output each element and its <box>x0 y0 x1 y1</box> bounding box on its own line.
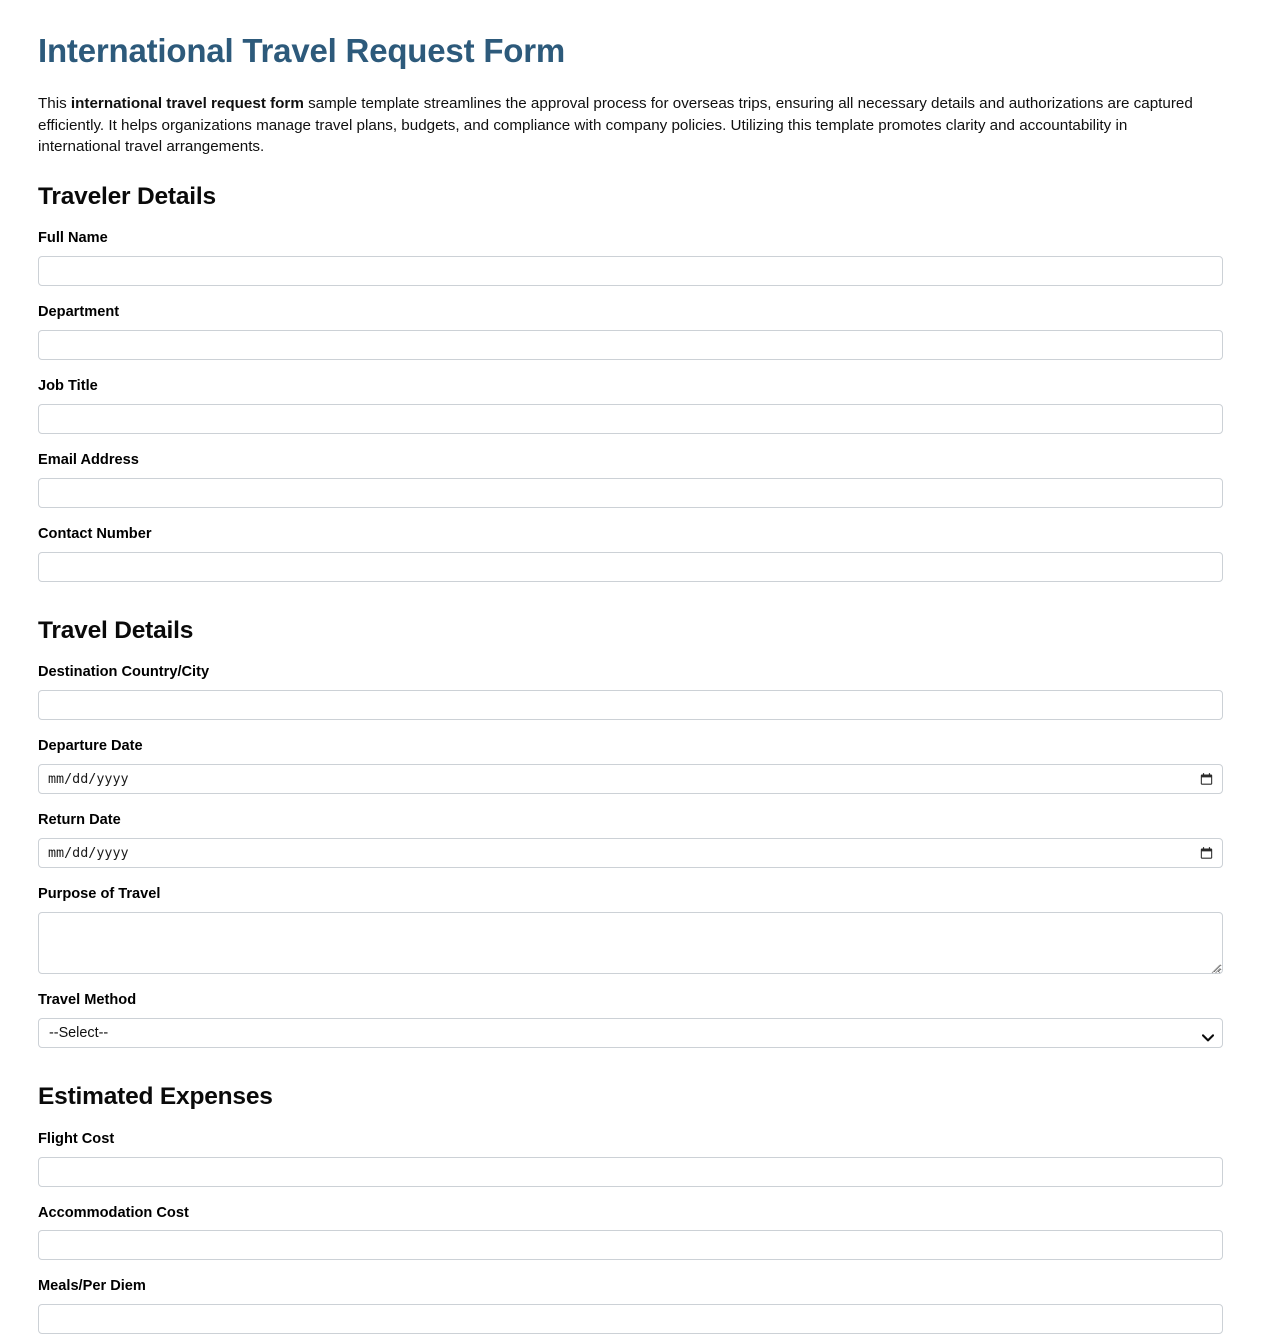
calendar-icon[interactable] <box>1200 773 1213 786</box>
contact-number-input[interactable] <box>38 552 1223 582</box>
form-field <box>38 811 1223 868</box>
departure-date-input[interactable] <box>38 764 1223 794</box>
section-heading: Travel Details <box>38 616 194 644</box>
field-label: Full Name <box>38 230 108 247</box>
section-heading: Estimated Expenses <box>38 1083 273 1111</box>
field-label: Job Title <box>38 378 98 394</box>
form-field <box>38 303 1223 360</box>
intro-bold-term: international travel request form <box>70 94 304 112</box>
form-field <box>38 737 1223 794</box>
form-field <box>38 885 1223 974</box>
form-field <box>38 525 1223 582</box>
accommodation-cost-input[interactable] <box>38 1230 1223 1260</box>
flight-cost-input[interactable] <box>38 1157 1223 1187</box>
purpose-of-travel-textarea[interactable] <box>38 912 1223 974</box>
return-date-input[interactable] <box>38 838 1223 868</box>
select-wrapper <box>38 1018 1223 1048</box>
form-section <box>38 1082 1223 1334</box>
department-input[interactable] <box>38 330 1223 360</box>
field-label: Travel Method <box>38 992 137 1009</box>
field-label: Department <box>38 304 120 321</box>
date-placeholder: mm/dd/yyyy <box>48 771 129 787</box>
field-label: Departure Date <box>38 738 143 755</box>
field-label: Destination Country/City <box>38 664 210 681</box>
section-heading: Traveler Details <box>38 182 216 210</box>
textarea-wrapper <box>38 912 1223 974</box>
date-wrapper <box>38 838 1223 868</box>
field-label: Purpose of Travel <box>38 886 161 903</box>
date-wrapper <box>38 764 1223 794</box>
field-label: Accommodation Cost <box>38 1204 189 1221</box>
calendar-icon[interactable] <box>1200 847 1213 860</box>
full-name-input[interactable] <box>38 256 1223 286</box>
form-field <box>38 229 1223 286</box>
job-title-input[interactable] <box>38 404 1223 434</box>
form-field <box>38 1277 1223 1334</box>
date-placeholder: mm/dd/yyyy <box>48 845 129 861</box>
field-label: Return Date <box>38 812 121 829</box>
destination-country-city-input[interactable] <box>38 690 1223 720</box>
intro-rest: sample template streamlines the approval process for overseas trips, ensuring all necessary details and authorizations are captured efficiently. It helps organizations manage travel plans, budgets, and compliance with company policies. Utilizing this template promotes clarity and accountability in international travel arrangements. <box>38 94 1193 156</box>
field-label: Email Address <box>38 451 139 468</box>
form-field <box>38 377 1223 434</box>
intro-paragraph <box>38 93 1198 158</box>
page-title: International Travel Request Form <box>38 32 566 69</box>
travel-method-select[interactable] <box>38 1018 1223 1048</box>
form-section <box>38 616 1223 1048</box>
form-sections <box>38 182 1223 1334</box>
form-section <box>38 182 1223 582</box>
field-label: Meals/Per Diem <box>38 1278 146 1295</box>
form-field <box>38 1130 1223 1187</box>
form-field <box>38 1204 1223 1261</box>
form-field <box>38 663 1223 720</box>
email-address-input[interactable] <box>38 478 1223 508</box>
meals-per-diem-input[interactable] <box>38 1304 1223 1334</box>
field-label: Contact Number <box>38 525 152 542</box>
select-value: --Select-- <box>49 1025 109 1042</box>
intro-prefix: This <box>38 94 71 112</box>
field-label: Flight Cost <box>38 1130 115 1147</box>
form-field <box>38 451 1223 508</box>
form-field <box>38 991 1223 1048</box>
